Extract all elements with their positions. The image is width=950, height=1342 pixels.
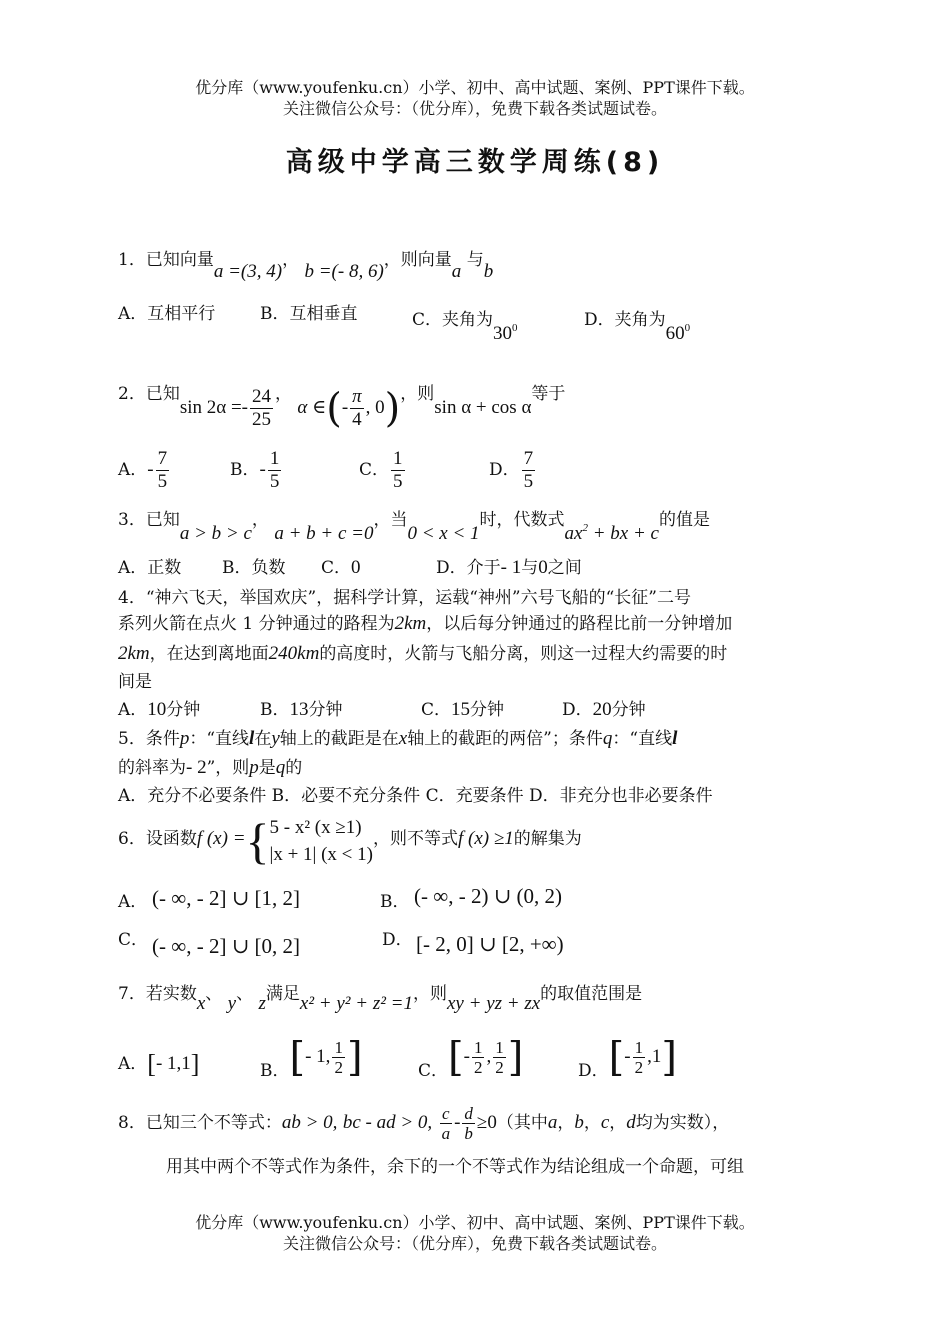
q7-then: ，则 [413, 984, 447, 1004]
q2-option-a [118, 448, 171, 493]
q7-dun2: 、 [236, 984, 254, 1004]
header-line-1: 优分库（www.youfenku.cn）小学、初中、高中试题、案例、PPT课件下载。 [195, 78, 755, 97]
q8-vb: b [574, 1112, 584, 1133]
q7-b-open: [ [289, 1034, 306, 1081]
q5-p2: p [249, 757, 259, 778]
q8-c: c [440, 1104, 453, 1124]
page-title: 高级中学高三数学周练(8) [285, 147, 665, 178]
page-header [0, 77, 950, 119]
q2-pi-frac [350, 386, 364, 431]
q8-b: b [464, 1124, 473, 1143]
q7-c-n1: 1 [473, 1038, 483, 1057]
q4-l2a: 系列火箭在点火 1 分钟通过的路程为 [118, 614, 395, 634]
q7-a-label: A． [118, 1054, 148, 1074]
q3-cond1: a > b > c [179, 523, 252, 544]
q4-line-2 [118, 612, 732, 636]
q5-x: x [398, 728, 408, 749]
q2-option-d [489, 448, 537, 493]
q8-real: 均为实数）， [635, 1113, 730, 1133]
q7-a-open: [ [147, 1049, 156, 1079]
q1-vb: b [483, 261, 494, 282]
question-1-stem [118, 248, 494, 282]
q7-b-close: ] [346, 1034, 363, 1081]
q6-mid: ，则不等式 [372, 828, 458, 849]
q2-four: 4 [352, 409, 362, 430]
q5-slope: - 2 [186, 757, 207, 778]
q1-option-a: A．互相平行 [118, 304, 216, 324]
q4-d-label: D． [562, 700, 593, 720]
q6-b-val: (- ∞, - 2) ∪ (0, 2) [414, 884, 563, 908]
q2-option-b [230, 448, 283, 493]
q7-c-close: ] [507, 1034, 524, 1081]
q4-a-unit: 分钟 [166, 700, 201, 720]
q5-y: y [271, 728, 280, 749]
q4-d-unit: 分钟 [611, 700, 646, 720]
q7-c-n2: 1 [495, 1038, 504, 1057]
q1-yu: 与 [466, 250, 484, 270]
q4-l2v: 2km [394, 613, 427, 634]
q2-d-num: 7 [523, 448, 534, 469]
q8-comma3: ， [609, 1113, 627, 1133]
q2-a-num: 7 [157, 448, 168, 469]
q2-interval [326, 385, 401, 432]
q3-stem-text: 3．已知 [118, 510, 180, 530]
q7-c-label: C． [418, 1061, 449, 1081]
q1-mid: ，则向量 [383, 250, 452, 270]
q7-b-frac [332, 1038, 345, 1077]
q8-va: a [547, 1112, 558, 1133]
q8-ineq2: bc - ad > 0, [342, 1112, 433, 1133]
q4-option-a [118, 698, 200, 722]
q2-a-label: A． [118, 460, 148, 480]
q7-c-d2: 2 [495, 1058, 504, 1077]
q8-ineq1: ab > 0, [281, 1112, 338, 1133]
q7-d-open: [ [608, 1034, 625, 1081]
q3-when: ，当 [373, 510, 408, 530]
q3-c-val: 0 [351, 557, 361, 578]
q7-option-c [418, 1034, 524, 1081]
q3-d-label: D．介于 [436, 558, 501, 578]
header-line-2: 关注微信公众号：（优分库），免费下载各类试题试卷。 [282, 99, 667, 118]
q8-frac-db [462, 1104, 475, 1143]
q6-c-val: (- ∞, - 2] ∪ [0, 2] [152, 934, 301, 958]
q4-option-c [421, 698, 504, 722]
q1-option-d-value [666, 323, 691, 344]
q2-c-label: C． [359, 460, 390, 480]
q5-line-1 [118, 727, 677, 751]
q2-b-num: 1 [269, 448, 280, 469]
q2-sep: ， [275, 384, 292, 404]
q3-sq: 2 [582, 522, 588, 534]
q2-tail: 等于 [531, 384, 566, 404]
q6-fx: f (x) = [196, 827, 246, 849]
q1-vector-a: a =(3, 4) [213, 261, 283, 282]
q3-option-b: B．负数 [222, 558, 286, 578]
q2-d-den: 5 [523, 471, 534, 492]
q1-option-c [412, 302, 518, 344]
q7-c-open: [ [448, 1034, 464, 1081]
q3-sep: ， [251, 510, 269, 530]
q6-case2: |x + 1| (x < 1) [269, 844, 373, 865]
q7-y: y [227, 993, 237, 1014]
q8-vd: d [626, 1112, 636, 1133]
q2-b-sign: - [259, 459, 266, 480]
q8-d: d [464, 1104, 473, 1123]
q7-expr: xy + yz + zx [447, 993, 541, 1014]
q2-c-num: 1 [393, 448, 403, 469]
q3-expr-b: + bx + c [587, 523, 659, 544]
q8-minus: - [454, 1112, 461, 1133]
q7-d-a: - [624, 1046, 631, 1067]
q4-a-val: 10 [147, 699, 167, 720]
q2-a-sign: - [147, 459, 154, 480]
q5-line-2 [118, 756, 302, 780]
q5-d: 轴上的截距是在 [279, 729, 399, 749]
q4-l2b: ，以后每分钟通过的路程比前一分钟增加 [426, 614, 733, 634]
q8-stem-text: 8．已知三个不等式： [118, 1113, 282, 1133]
q1-option-d [584, 302, 691, 344]
q6-d-val: [- 2, 0] ∪ [2, +∞) [416, 932, 564, 956]
q3-expr [565, 523, 659, 544]
q7-z: z [258, 993, 266, 1014]
q4-line-3 [118, 642, 727, 666]
q5-a: 5．条件 [118, 729, 180, 749]
q1-c-deg: 0 [512, 322, 518, 334]
q7-option-a [118, 1049, 200, 1079]
q7-option-d [578, 1034, 677, 1081]
q7-d-den: 2 [634, 1058, 644, 1077]
q7-d-frac [633, 1038, 646, 1077]
q5-e: 轴上的截距的两倍”；条件 [407, 729, 603, 749]
q7-c-frac1 [472, 1038, 485, 1077]
q3-expr-a: ax [564, 523, 583, 544]
question-2-stem [118, 372, 566, 432]
q1-va: a [451, 261, 462, 282]
q4-b-unit: 分钟 [308, 700, 343, 720]
q6-case1: 5 - x² (x ≥1) [269, 817, 362, 838]
q3-d-mid: 与 [521, 558, 539, 578]
q6-stem-text: 6．设函数 [118, 828, 197, 849]
q6-c-label: C． [118, 930, 149, 950]
q6-ineq: f (x) ≥1 [457, 827, 514, 849]
q3-option-a: A．正数 [118, 558, 182, 578]
q4-b-val: 13 [289, 699, 309, 720]
q8-comma1: ， [557, 1113, 575, 1133]
q1-d-num: 60 [665, 323, 685, 344]
q5-q: q [602, 728, 613, 749]
q7-d-b: ,1 [647, 1046, 662, 1067]
q2-b-label: B． [230, 460, 260, 480]
q5-b: ：“直线 [189, 729, 250, 749]
q4-line-1: 4．“神六飞天，举国欢庆”，据科学计算，运载“神州”六号飞船的“长征”二号 [118, 588, 691, 608]
q8-vc: c [600, 1112, 610, 1133]
question-8-stem [118, 1104, 729, 1143]
q6-b-label: B． [380, 892, 410, 912]
q6-d-label: D． [382, 930, 413, 950]
q5-c: 在 [254, 729, 272, 749]
q5-g: 的斜率为 [118, 758, 186, 778]
q8-paren: （其中 [496, 1113, 548, 1133]
page-footer [0, 1212, 950, 1254]
q3-d-v2: 0 [538, 557, 548, 578]
q2-expr: sin α + cos α [434, 397, 532, 418]
q4-a-label: A． [118, 700, 148, 720]
q3-c-label: C． [321, 558, 352, 578]
q4-c-unit: 分钟 [470, 700, 505, 720]
q5-options: A．充分不必要条件 B．必要不充分条件 C．充要条件 D．非充分也非必要条件 [118, 786, 713, 806]
q6-a-val: (- ∞, - 2] ∪ [1, 2] [152, 886, 301, 910]
q6-piecewise [270, 814, 373, 868]
q5-q2: q [275, 757, 286, 778]
q7-c-d1: 2 [473, 1058, 483, 1077]
q1-option-c-label: C．夹角为 [412, 310, 494, 330]
q5-l2: l [672, 728, 678, 749]
q3-d-tail: 之间 [547, 558, 582, 578]
q7-x: x [196, 993, 206, 1014]
q8-frac-ca [440, 1104, 453, 1143]
q7-eq: x² + y² + z² =1 [299, 993, 413, 1014]
q1-c-num: 30 [493, 323, 513, 344]
q4-l3v2: 240km [268, 643, 320, 664]
q1-option-d-label: D．夹角为 [584, 310, 666, 330]
q4-b-label: B． [260, 700, 290, 720]
q1-option-c-value [493, 323, 518, 344]
q7-b-a: - 1, [305, 1046, 331, 1067]
q7-tail: 的取值范围是 [540, 984, 643, 1004]
q2-c-den: 5 [393, 471, 403, 492]
q4-l3a: ，在达到离地面 [149, 644, 269, 664]
q7-dun1: 、 [205, 984, 223, 1004]
q3-option-c [321, 556, 361, 580]
footer-line-2: 关注微信公众号：（优分库），免费下载各类试题试卷。 [282, 1234, 667, 1253]
q3-option-d [436, 556, 582, 580]
q5-f: ：“直线 [612, 729, 673, 749]
q4-l3v1: 2km [118, 643, 150, 664]
q5-h: ”，则 [206, 758, 250, 778]
q1-vector-b: b =(- 8, 6) [304, 261, 384, 282]
footer-line-1: 优分库（www.youfenku.cn）小学、初中、高中试题、案例、PPT课件下载。 [195, 1213, 755, 1232]
question-6-stem [118, 814, 582, 868]
q6-a-label: A． [118, 892, 148, 912]
q6-brace: { [245, 813, 270, 869]
q2-c-frac [391, 448, 405, 493]
q2-zero: , 0 [365, 397, 385, 418]
q3-mid: 时，代数式 [479, 510, 565, 530]
q2-pi: π [352, 386, 362, 407]
q7-d-num: 1 [634, 1038, 644, 1057]
q7-c-b: , [486, 1046, 492, 1067]
q7-b-label: B． [260, 1061, 290, 1081]
q2-then: ，则 [400, 384, 435, 404]
q7-stem-text: 7．若实数 [118, 984, 197, 1004]
q8-line-2: 用其中两个不等式作为条件，余下的一个不等式作为结论组成一个命题，可组 [166, 1157, 744, 1177]
q3-tail: 的值是 [659, 510, 710, 530]
q7-a-close: ] [190, 1049, 200, 1079]
q7-d-close: ] [661, 1034, 677, 1081]
q2-alpha: α ∈ [297, 397, 327, 418]
q5-j: 的 [285, 758, 303, 778]
q8-comma2: ， [583, 1113, 601, 1133]
q2-a-den: 5 [157, 471, 168, 492]
q2-fraction [250, 386, 273, 431]
q2-interval-open: ( [326, 385, 342, 432]
q3-range: 0 < x < 1 [407, 523, 480, 544]
q4-option-b [260, 698, 343, 722]
q7-c-a: - [463, 1046, 470, 1067]
q6-tail: 的解集为 [513, 828, 582, 849]
q7-mid: 满足 [265, 984, 300, 1004]
q2-neg: - [341, 397, 349, 418]
q5-i: 是 [258, 758, 276, 778]
q7-c-frac2 [493, 1038, 506, 1077]
q1-stem-text: 1．已知向量 [118, 250, 214, 270]
q1-d-deg: 0 [684, 322, 691, 334]
q4-option-d [562, 698, 646, 722]
q2-d-label: D． [489, 460, 520, 480]
q8-a: a [441, 1124, 451, 1143]
q7-d-label: D． [578, 1061, 609, 1081]
q2-interval-close: ) [384, 385, 401, 432]
q2-lhs [180, 397, 248, 418]
q1-option-b: B．互相垂直 [260, 304, 358, 324]
q8-ge: ≥0 [476, 1112, 497, 1133]
q2-fraction-num: 24 [252, 386, 271, 407]
q7-b-num: 1 [334, 1038, 343, 1057]
q4-c-label: C． [421, 700, 452, 720]
q3-cond2: a + b + c =0 [274, 523, 374, 544]
q2-a-frac [156, 448, 170, 493]
q4-c-val: 15 [451, 699, 471, 720]
q3-d-v1: - 1 [500, 557, 522, 578]
q5-l: l [249, 728, 255, 749]
q5-p: p [179, 728, 190, 749]
q2-lhs-text: sin 2α =- [179, 397, 248, 418]
q4-d-val: 20 [592, 699, 612, 720]
q2-option-c [359, 448, 407, 493]
q2-b-frac [268, 448, 282, 493]
question-7-stem [118, 982, 643, 1014]
q1-sep: ， [282, 250, 300, 270]
q7-a-val: - 1,1 [155, 1053, 191, 1074]
q2-d-frac [522, 448, 536, 493]
q2-b-den: 5 [269, 471, 280, 492]
q4-line-4: 间是 [118, 672, 152, 692]
q7-b-den: 2 [334, 1058, 343, 1077]
question-3-stem [118, 502, 710, 544]
q4-l3b: 的高度时，火箭与飞船分离，则这一过程大约需要的时 [319, 644, 728, 664]
q2-fraction-den: 25 [252, 409, 271, 430]
q7-option-b [260, 1034, 363, 1081]
q2-stem-text: 2．已知 [118, 384, 180, 404]
